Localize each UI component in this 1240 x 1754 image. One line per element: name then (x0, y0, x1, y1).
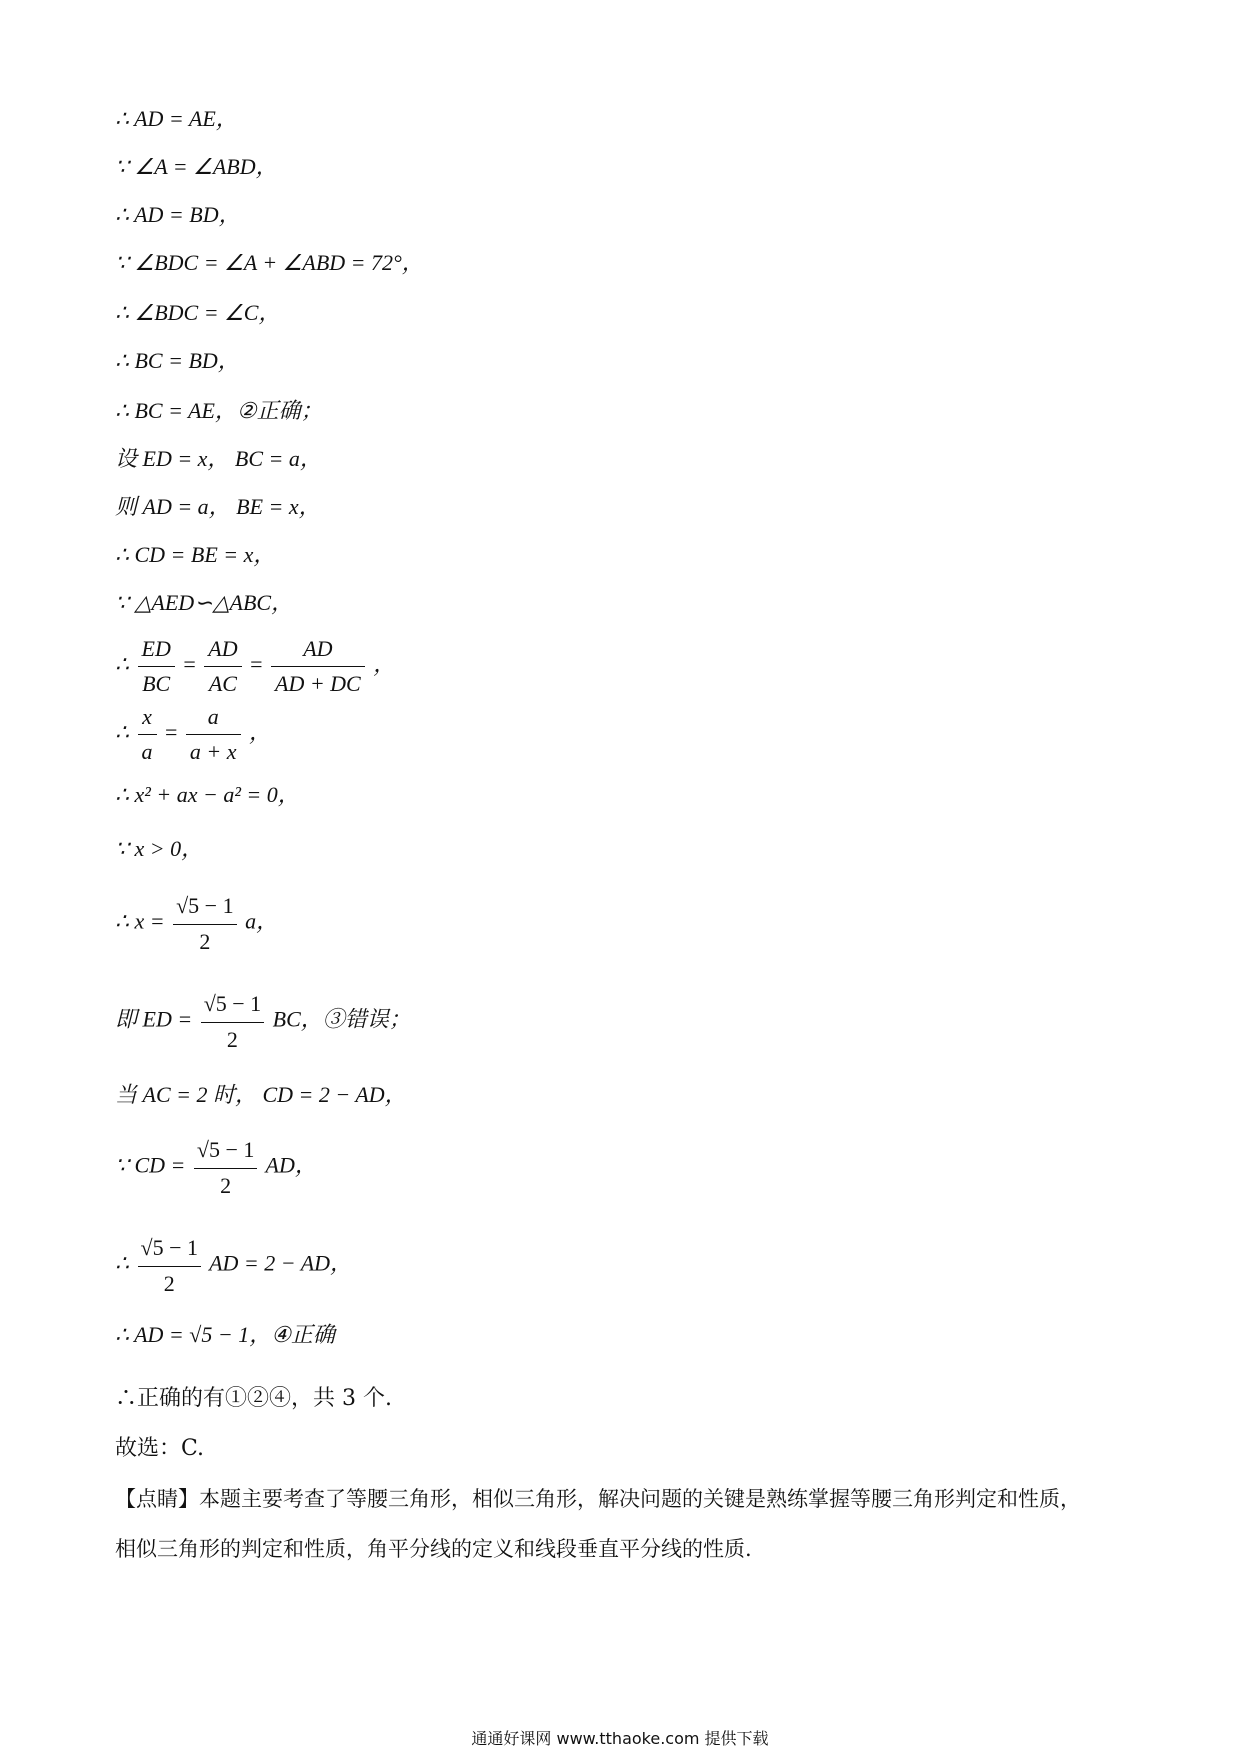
line-15: ∵ x > 0， (115, 836, 204, 861)
line-18: 当 AC = 2 时， CD = 2 − AD， (115, 1082, 407, 1107)
line-20: ∴ $\frac{√5 - 1}{2}$ AD = 2 − AD， (115, 1230, 352, 1301)
line-8: 设 ED = x， BC = a， (115, 446, 322, 471)
line-1: ∴ AD = AE， (115, 106, 238, 131)
fraction-ad-ac: $\frac{AD}{AC}$ (204, 632, 241, 701)
line-13: ∴ $\frac{x}{a}$ = $\frac{a}{a + x}$ ， (115, 700, 271, 769)
line-12-prefix: ∴ (115, 651, 129, 677)
line-23: 故选：C. (115, 1436, 205, 1461)
comment-line-2: 相似三角形的判定和性质，角平分线的定义和线段垂直平分线的性质. (115, 1537, 752, 1561)
line-14: ∴ x² + ax − a² = 0， (115, 782, 300, 807)
line-3: ∴ AD = BD， (115, 202, 241, 227)
line-19: ∵ CD = $\frac{√5 - 1}{2}$ AD， (115, 1132, 317, 1203)
line-22: ∴正确的有①②④，共 3 个. (115, 1386, 392, 1411)
fraction-sqrt5-minus-1-over-2: $\frac{√5 - 1}{2}$ (138, 1230, 201, 1301)
comment-line-1: 【点睛】本题主要考查了等腰三角形，相似三角形，解决问题的关键是熟练掌握等腰三角形判定和性质， (115, 1487, 1081, 1511)
line-10: ∴ CD = BE = x， (115, 542, 276, 567)
line-4: ∵ ∠BDC = ∠A + ∠ABD = 72°， (115, 250, 424, 275)
fraction-ad-sum: $\frac{AD}{AD + DC}$ (271, 632, 365, 701)
fraction-x-a: $\frac{x}{a}$ (138, 700, 157, 769)
line-7: ∴ BC = AE，②正确； (115, 398, 323, 423)
line-5: ∴ ∠BDC = ∠C， (115, 300, 281, 325)
line-17: 即 ED = $\frac{√5 - 1}{2}$ BC，③错误； (115, 986, 411, 1057)
line-21: ∴ AD = √5 − 1，④正确 (115, 1322, 335, 1347)
line-6: ∴ BC = BD， (115, 348, 240, 373)
line-16: ∴ x = $\frac{√5 - 1}{2}$ a， (115, 888, 278, 959)
line-9: 则 AD = a， BE = x， (115, 494, 321, 519)
line-12: ∴ $\frac{ED}{BC}$ = $\frac{AD}{AC}$ = $\frac{AD}{AD + DC}$ ， (115, 632, 395, 701)
line-13-prefix: ∴ (115, 719, 129, 745)
fraction-sqrt5-minus-1-over-2: $\frac{√5 - 1}{2}$ (194, 1132, 257, 1203)
fraction-sqrt5-minus-1-over-2: $\frac{√5 - 1}{2}$ (173, 888, 236, 959)
fraction-sqrt5-minus-1-over-2: $\frac{√5 - 1}{2}$ (201, 986, 264, 1057)
line-2: ∵ ∠A = ∠ABD， (115, 154, 278, 179)
fraction-a-sum: $\frac{a}{a + x}$ (186, 700, 241, 769)
fraction-ed-bc: $\frac{ED}{BC}$ (138, 632, 175, 701)
line-11: ∵ △AED∽△ABC， (115, 590, 294, 615)
page-footer: 通通好课网 www.tthaoke.com 提供下载 (471, 1729, 769, 1748)
